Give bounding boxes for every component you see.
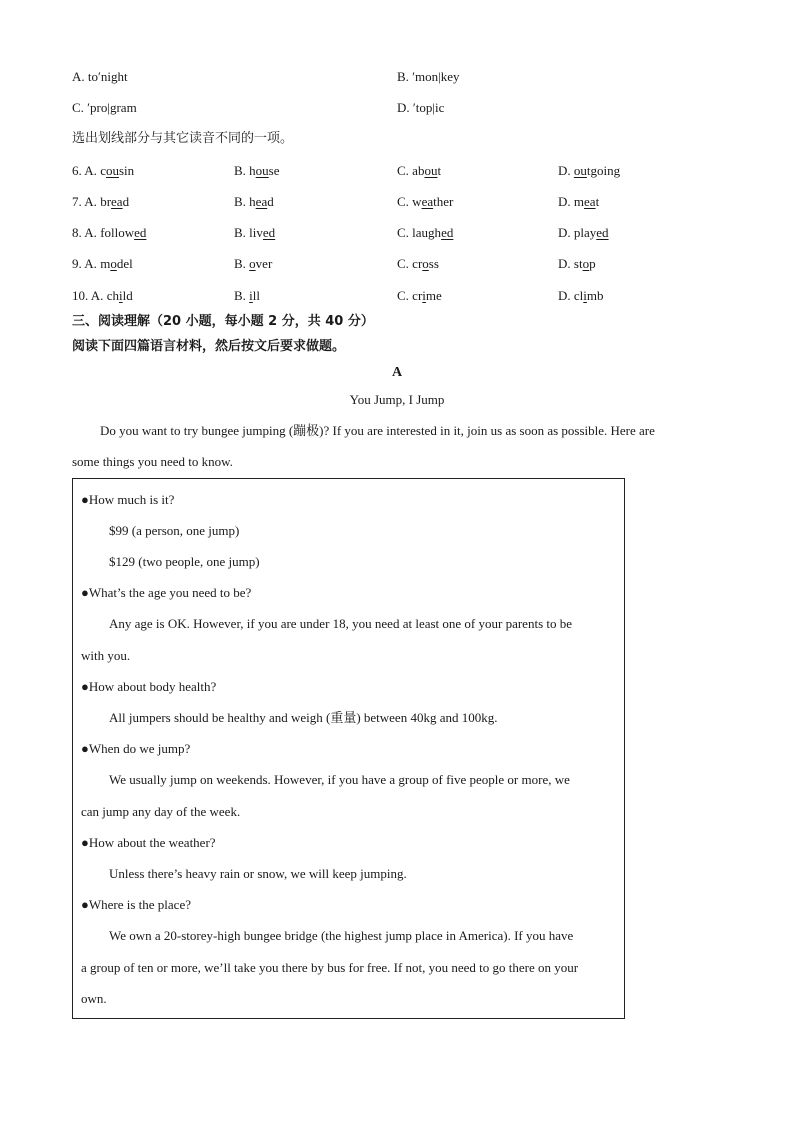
question-number: 10. <box>72 288 89 303</box>
question-number: 6. <box>72 163 82 178</box>
box-answer-line: Any age is OK. However, if you are under 18, you need at least one of your parents to be <box>109 616 573 631</box>
question-number: 9. <box>72 256 82 271</box>
price-line: $129 (two people, one jump) <box>109 554 260 569</box>
question-10-option-b: B. ill <box>234 288 261 303</box>
stress-option-c: C. ʹpro|gram <box>72 100 137 115</box>
passage-title: You Jump, I Jump <box>349 392 445 407</box>
question-6-option-c: C. about <box>397 163 442 178</box>
question-6-option-a: 6. A. cousin <box>72 163 135 178</box>
question-8-option-b: B. lived <box>234 225 276 240</box>
box-question: ●How much is it? <box>81 492 175 507</box>
price-line: $99 (a person, one jump) <box>109 523 240 538</box>
question-7-option-d: D. meat <box>558 194 600 209</box>
question-9-option-b: B. over <box>234 256 273 271</box>
box-answer-line: All jumpers should be healthy and weigh (重量) between 40kg and 100kg. <box>109 710 498 725</box>
box-answer-line: own. <box>81 991 107 1006</box>
stress-option-d: D. ʹtop|ic <box>397 100 445 115</box>
stress-option-a: A. toʹnight <box>72 69 128 84</box>
question-number: 7. <box>72 194 82 209</box>
box-question: ●When do we jump? <box>81 741 191 756</box>
question-9-option-a: 9. A. model <box>72 256 133 271</box>
passage-label: A <box>391 365 403 380</box>
question-7-option-c: C. weather <box>397 194 454 209</box>
box-question: ●Where is the place? <box>81 897 191 912</box>
question-7-option-b: B. head <box>234 194 274 209</box>
box-answer-line: Unless there’s heavy rain or snow, we will keep jumping. <box>109 866 407 881</box>
box-question: ●What’s the age you need to be? <box>81 585 252 600</box>
question-10-option-c: C. crime <box>397 288 442 303</box>
question-8-option-c: C. laughed <box>397 225 454 240</box>
passage-intro-line: Do you want to try bungee jumping (蹦极)? If you are interested in it, join us as soon as possible. Here are <box>100 423 655 438</box>
box-question: ●How about body health? <box>81 679 217 694</box>
box-question: ●How about the weather? <box>81 835 216 850</box>
question-10-option-a: 10. A. child <box>72 288 133 303</box>
question-9-option-d: D. stop <box>558 256 596 271</box>
question-number: 8. <box>72 225 82 240</box>
box-answer-line: with you. <box>81 648 131 663</box>
box-answer-line: can jump any day of the week. <box>81 804 241 819</box>
section-heading: 三、阅读理解（20 小题，每小题 2 分，共 40 分） <box>72 314 374 329</box>
question-7-option-a: 7. A. bread <box>72 194 130 209</box>
question-6-option-b: B. house <box>234 163 280 178</box>
question-10-option-d: D. climb <box>558 288 604 303</box>
box-answer-line: We usually jump on weekends. However, if you have a group of five people or more, we <box>109 772 570 787</box>
question-6-option-d: D. outgoing <box>558 163 621 178</box>
question-8-option-a: 8. A. followed <box>72 225 147 240</box>
section-instruction: 阅读下面四篇语言材料，然后按文后要求做题。 <box>72 339 346 354</box>
box-answer-line: a group of ten or more, we’ll take you there by bus for free. If not, you need to go there on your <box>81 960 579 975</box>
passage-intro-line: some things you need to know. <box>72 454 233 469</box>
question-8-option-d: D. played <box>558 225 609 240</box>
stress-option-b: B. ʹmon|key <box>397 69 460 84</box>
question-9-option-c: C. cross <box>397 256 439 271</box>
pronunciation-instruction: 选出划线部分与其它读音不同的一项。 <box>72 131 294 146</box>
box-answer-line: We own a 20-storey-high bungee bridge (the highest jump place in America). If you have <box>109 928 574 943</box>
